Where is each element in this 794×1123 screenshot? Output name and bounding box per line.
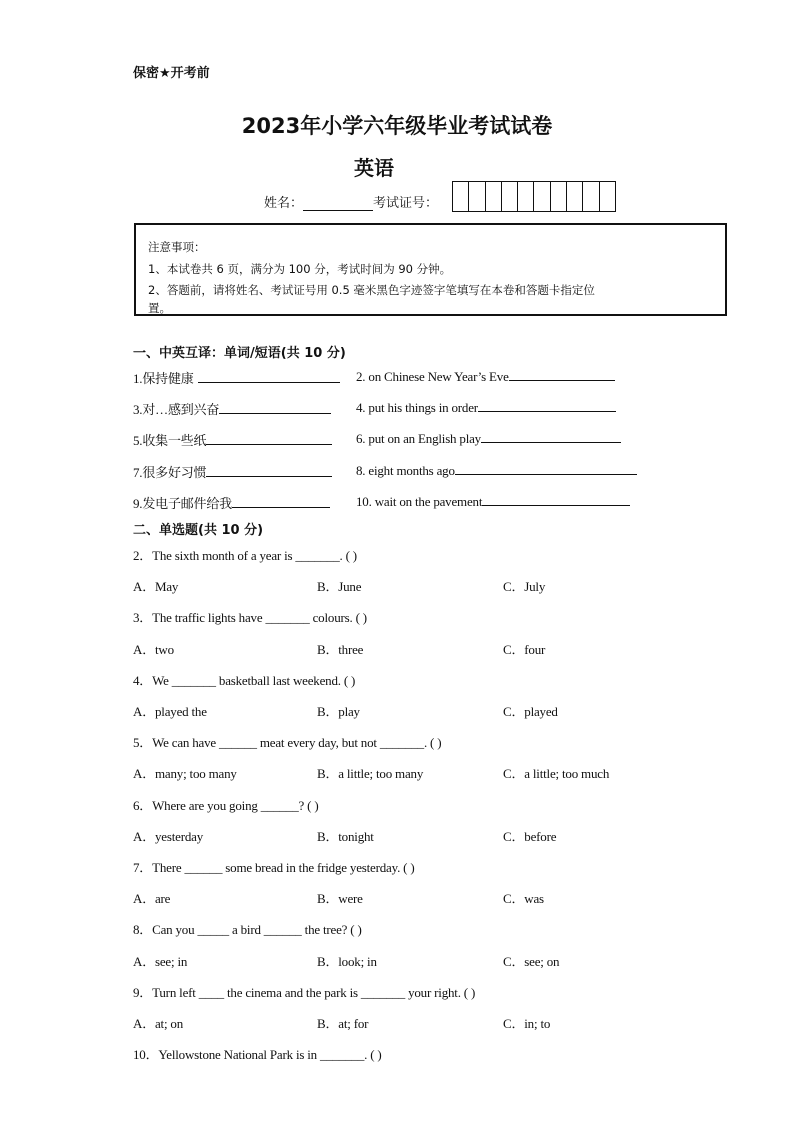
- notice-box: [134, 223, 727, 316]
- answer-blank[interactable]: [509, 368, 615, 381]
- id-cell[interactable]: [469, 182, 485, 211]
- option-a[interactable]: A．see; in: [133, 954, 188, 969]
- candidate-info: [264, 192, 438, 211]
- id-cell[interactable]: [600, 182, 615, 211]
- option-b[interactable]: B．June: [317, 579, 362, 594]
- question-stem: 7．There ______ some bread in the fridge yesterday. ( ): [133, 860, 415, 875]
- id-cell[interactable]: [534, 182, 550, 211]
- option-c[interactable]: C．was: [503, 891, 544, 906]
- translation-item: 3.对…感到兴奋: [133, 399, 331, 418]
- translation-item: 1.保持健康: [133, 368, 340, 387]
- translation-item: 9.发电子邮件给我: [133, 493, 330, 512]
- translation-item: 6. put on an English play: [356, 430, 621, 447]
- id-cell[interactable]: [551, 182, 567, 211]
- question-stem: 2．The sixth month of a year is _______. ( ): [133, 548, 357, 563]
- answer-blank[interactable]: [219, 401, 331, 414]
- exam-id-label: 考试证号：: [373, 196, 439, 211]
- translation-item: 4. put his things in order: [356, 399, 616, 416]
- answer-blank[interactable]: [482, 493, 630, 506]
- option-b[interactable]: B．three: [317, 642, 364, 657]
- subject-title: 英语: [354, 156, 394, 180]
- option-c[interactable]: C．in; to: [503, 1016, 551, 1031]
- question-stem: 3．The traffic lights have _______ colours. ( ): [133, 610, 367, 625]
- option-b[interactable]: B．play: [317, 704, 360, 719]
- notice-heading: 注意事项：: [148, 240, 206, 254]
- translation-item: 5.收集一些纸: [133, 430, 332, 449]
- confidential-tag: 保密★开考前: [133, 66, 210, 81]
- option-c[interactable]: C．played: [503, 704, 558, 719]
- notice-line: 2、答题前，请将姓名、考试证号用 0.5 毫米黑色字迹签字笔填写在本卷和答题卡指定位: [148, 283, 595, 297]
- id-cell[interactable]: [453, 182, 469, 211]
- option-c[interactable]: C．four: [503, 642, 546, 657]
- option-a[interactable]: A．at; on: [133, 1016, 184, 1031]
- answer-blank[interactable]: [206, 432, 332, 445]
- question-stem: 9．Turn left ____ the cinema and the park is _______ your right. ( ): [133, 985, 476, 1000]
- option-b[interactable]: B．were: [317, 891, 363, 906]
- option-c[interactable]: C．a little; too much: [503, 766, 610, 781]
- notice-line: 置。: [148, 301, 171, 315]
- option-c[interactable]: C．July: [503, 579, 546, 594]
- option-b[interactable]: B．a little; too many: [317, 766, 424, 781]
- option-b[interactable]: B．tonight: [317, 829, 374, 844]
- option-a[interactable]: A．yesterday: [133, 829, 203, 844]
- answer-blank[interactable]: [232, 495, 330, 508]
- id-cell[interactable]: [502, 182, 518, 211]
- option-a[interactable]: A．played the: [133, 704, 207, 719]
- id-cell[interactable]: [486, 182, 502, 211]
- translation-item: 10. wait on the pavement: [356, 493, 630, 510]
- option-a[interactable]: A．two: [133, 642, 174, 657]
- translation-item: 7.很多好习惯: [133, 462, 332, 481]
- option-c[interactable]: C．see; on: [503, 954, 560, 969]
- section-heading: 二、单选题(共 10 分): [133, 523, 264, 538]
- question-stem: 4．We _______ basketball last weekend. ( ): [133, 673, 356, 688]
- option-b[interactable]: B．look; in: [317, 954, 377, 969]
- id-cell[interactable]: [518, 182, 534, 211]
- name-field[interactable]: [303, 196, 373, 211]
- id-cell[interactable]: [583, 182, 599, 211]
- question-stem: 10．Yellowstone National Park is in _______. ( ): [133, 1047, 382, 1062]
- question-stem: 8．Can you _____ a bird ______ the tree? ( ): [133, 922, 362, 937]
- option-b[interactable]: B．at; for: [317, 1016, 369, 1031]
- option-c[interactable]: C．before: [503, 829, 557, 844]
- section-heading: 一、中英互译：单词/短语(共 10 分): [133, 346, 346, 361]
- answer-blank[interactable]: [481, 430, 621, 443]
- answer-blank[interactable]: [198, 370, 340, 383]
- option-a[interactable]: A．are: [133, 891, 171, 906]
- option-a[interactable]: A．many; too many: [133, 766, 237, 781]
- question-stem: 5．We can have ______ meat every day, but not _______. ( ): [133, 735, 442, 750]
- exam-title: 2023年小学六年级毕业考试试卷: [241, 114, 553, 138]
- answer-blank[interactable]: [206, 464, 332, 477]
- translation-item: 8. eight months ago: [356, 462, 637, 479]
- answer-blank[interactable]: [455, 462, 637, 475]
- question-stem: 6．Where are you going ______? ( ): [133, 798, 319, 813]
- notice-line: 1、本试卷共 6 页，满分为 100 分，考试时间为 90 分钟。: [148, 262, 452, 276]
- translation-item: 2. on Chinese New Year’s Eve: [356, 368, 615, 385]
- id-cell[interactable]: [567, 182, 583, 211]
- answer-blank[interactable]: [478, 399, 616, 412]
- exam-id-boxes[interactable]: [452, 181, 616, 212]
- name-label: 姓名：: [264, 196, 304, 211]
- option-a[interactable]: A．May: [133, 579, 179, 594]
